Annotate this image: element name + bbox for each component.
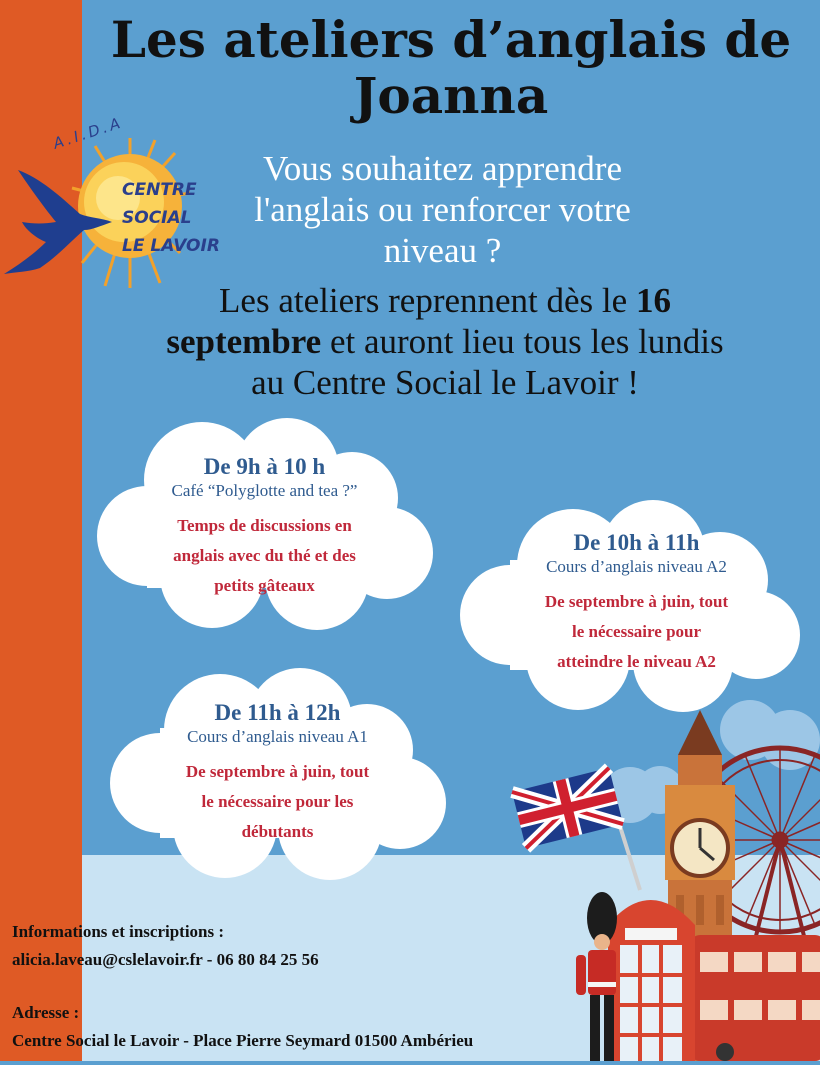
session-time: De 10h à 11h [573,530,700,555]
session-desc-line: atteindre le niveau A2 [557,652,716,671]
address-value: Centre Social le Lavoir - Place Pierre Seymard 01500 Ambérieu [12,1031,474,1050]
session-time: De 9h à 10 h [203,454,326,479]
announce-date-day: 16 [635,281,671,320]
red-bus-icon [690,935,820,1061]
session-desc-line: le nécessaire pour [571,622,702,641]
session-desc-line: le nécessaire pour les [201,792,354,811]
poster-title [82,12,820,124]
session-title: Café “Polyglotte and tea ?” [171,481,358,500]
royal-guard-icon [576,892,617,1061]
poster-subtitle [200,148,685,271]
address-label: Adresse : [12,1003,80,1022]
subtitle-line-1: Vous souhaitez apprendre [263,149,622,188]
logo-arc-text: A.I.D.A [50,113,126,153]
phone-box-icon [608,900,695,1061]
session-cloud-2 [458,500,803,715]
announce-text-2: et auront lieu tous les lundis [321,322,724,361]
announcement [100,280,790,403]
announce-text-1: Les ateliers reprennent dès le [219,281,636,320]
session-title: Cours d’anglais niveau A2 [546,557,727,576]
london-illustration [500,700,820,1061]
subtitle-line-2: l'anglais ou renforcer votre [254,190,631,229]
title-line-2: Joanna [353,66,549,125]
info-contact: alicia.laveau@cslelavoir.fr - 06 80 84 25 56 [12,950,319,969]
logo-line-2: SOCIAL [122,208,192,228]
session-desc-line: De septembre à juin, tout [185,762,370,781]
logo-line-1: CENTRE [122,180,197,200]
logo-line-3: LE LAVOIR [122,236,220,256]
info-label: Informations et inscriptions : [12,922,225,941]
session-desc-line: De septembre à juin, tout [544,592,729,611]
session-desc-line: petits gâteaux [214,576,315,595]
announce-date-month: septembre [166,322,322,361]
subtitle-line-3: niveau ? [383,231,502,270]
session-desc-line: anglais avec du thé et des [173,546,356,565]
session-desc-line: débutants [241,822,314,841]
title-line-1: Les ateliers d’anglais de [110,10,792,69]
session-cloud-3 [105,668,450,883]
session-time: De 11h à 12h [214,700,341,725]
session-cloud-1 [92,418,437,633]
session-title: Cours d’anglais niveau A1 [187,727,368,746]
announce-text-3: au Centre Social le Lavoir ! [251,363,639,402]
session-desc-line: Temps de discussions en [177,516,352,535]
